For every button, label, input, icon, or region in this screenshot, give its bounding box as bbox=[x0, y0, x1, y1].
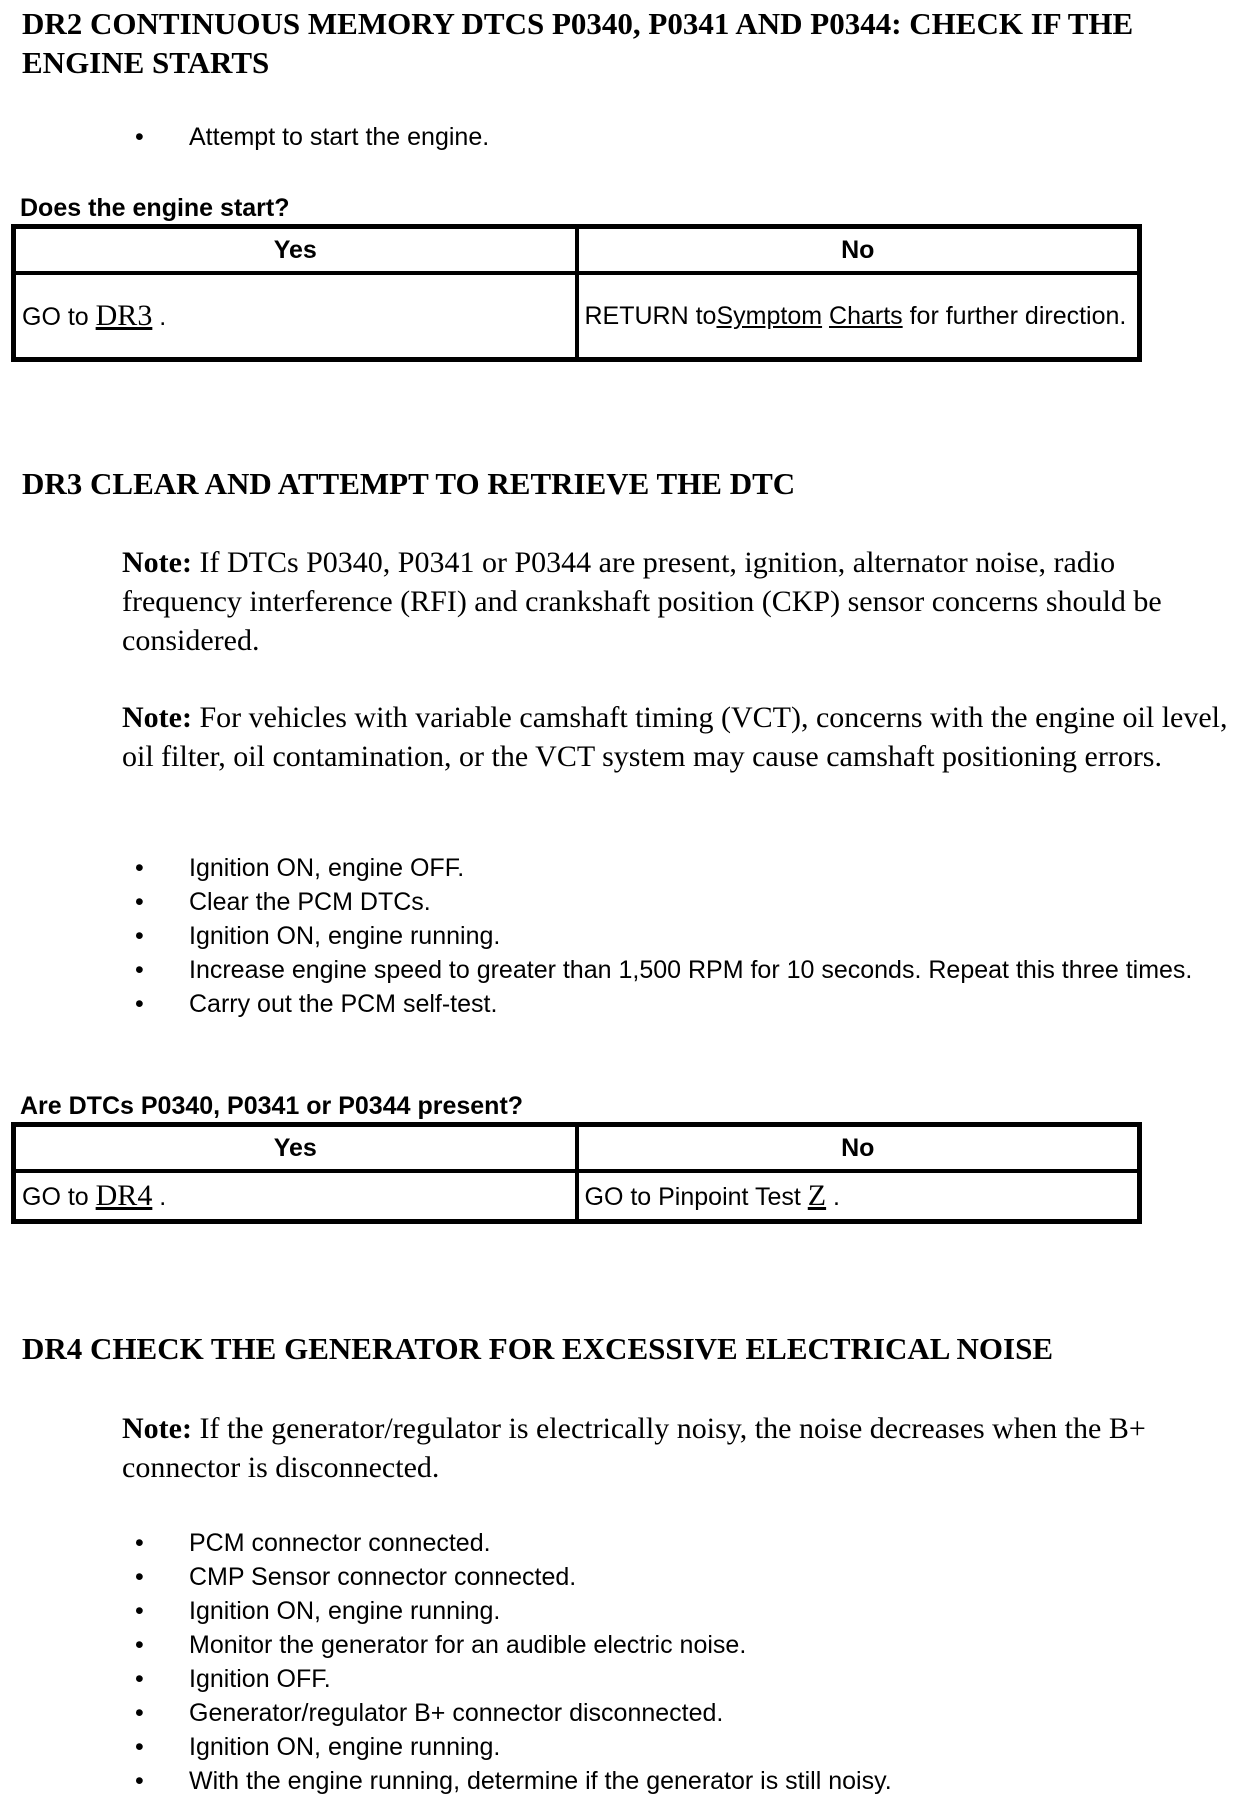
dr4-note bbox=[122, 1409, 1232, 1487]
list-item: • Ignition ON, engine OFF. bbox=[135, 851, 1235, 885]
note-label: Note: bbox=[122, 546, 192, 579]
note-label: Note: bbox=[122, 701, 192, 734]
no-header: No bbox=[577, 1125, 1140, 1171]
note-text: For vehicles with variable camshaft timing (VCT), concerns with the engine oil level, oil filter, oil contamination, or the VCT system may cause camshaft positioning errors. bbox=[122, 701, 1228, 773]
dr4-steps bbox=[135, 1526, 1235, 1798]
dr3-yes-no-table bbox=[11, 1122, 1142, 1224]
yes-cell bbox=[14, 273, 577, 359]
dr2-question: Does the engine start? bbox=[20, 194, 290, 222]
no-suffix: for further direction. bbox=[902, 302, 1127, 330]
note-text: If the generator/regulator is electrically noisy, the noise decreases when the B+ connector is disconnected. bbox=[122, 1412, 1146, 1484]
no-suffix: . bbox=[826, 1183, 841, 1211]
list-item: • PCM connector connected. bbox=[135, 1526, 1235, 1560]
dr3-link[interactable]: DR3 bbox=[95, 299, 153, 332]
yes-header: Yes bbox=[14, 1125, 577, 1171]
dr2-yes-no-table bbox=[11, 224, 1142, 362]
dr3-note-1 bbox=[122, 543, 1232, 660]
list-item: • Generator/regulator B+ connector disconnected. bbox=[135, 1696, 1235, 1730]
dr3-steps bbox=[135, 851, 1235, 1021]
no-cell bbox=[577, 1171, 1140, 1221]
no-prefix: RETURN to bbox=[584, 302, 717, 330]
dr4-heading: DR4 CHECK THE GENERATOR FOR EXCESSIVE ELECTRICAL NOISE bbox=[22, 1331, 1053, 1366]
list-item: • Ignition ON, engine running. bbox=[135, 1730, 1235, 1764]
yes-header: Yes bbox=[14, 227, 577, 273]
charts-link[interactable]: Charts bbox=[829, 302, 903, 330]
list-item: • Carry out the PCM self-test. bbox=[135, 987, 1235, 1021]
dr2-heading: DR2 CONTINUOUS MEMORY DTCS P0340, P0341 AND P0344: CHECK IF THE ENGINE STARTS bbox=[22, 6, 1134, 80]
yes-prefix: GO to bbox=[22, 1183, 96, 1211]
symptom-link[interactable]: Symptom bbox=[716, 302, 823, 330]
list-item: • Clear the PCM DTCs. bbox=[135, 885, 1235, 919]
list-item: • Monitor the generator for an audible electric noise. bbox=[135, 1628, 1235, 1662]
dr3-heading: DR3 CLEAR AND ATTEMPT TO RETRIEVE THE DTC bbox=[22, 466, 796, 501]
yes-cell bbox=[14, 1171, 577, 1221]
list-item: • Ignition ON, engine running. bbox=[135, 1594, 1235, 1628]
no-cell bbox=[577, 273, 1140, 359]
yes-suffix: . bbox=[152, 303, 167, 331]
dr3-question: Are DTCs P0340, P0341 or P0344 present? bbox=[20, 1092, 524, 1120]
pinpoint-test-z-link[interactable]: Z bbox=[807, 1179, 827, 1212]
list-item: • Increase engine speed to greater than 1,500 RPM for 10 seconds. Repeat this three times. bbox=[135, 953, 1235, 987]
list-item: • Attempt to start the engine. bbox=[135, 120, 1235, 154]
dr2-steps bbox=[135, 120, 1235, 154]
dr4-link[interactable]: DR4 bbox=[95, 1179, 153, 1212]
note-text: If DTCs P0340, P0341 or P0344 are present, ignition, alternator noise, radio frequency interference (RFI) and crankshaft position (CKP) sensor concerns should be considered. bbox=[122, 546, 1162, 657]
list-item: • With the engine running, determine if the generator is still noisy. bbox=[135, 1764, 1235, 1798]
note-label: Note: bbox=[122, 1412, 192, 1445]
list-item: • CMP Sensor connector connected. bbox=[135, 1560, 1235, 1594]
no-header: No bbox=[577, 227, 1140, 273]
list-item: • Ignition ON, engine running. bbox=[135, 919, 1235, 953]
dr3-note-2 bbox=[122, 698, 1232, 776]
yes-prefix: GO to bbox=[22, 303, 96, 331]
no-prefix: GO to Pinpoint Test bbox=[584, 1183, 808, 1211]
yes-suffix: . bbox=[152, 1183, 167, 1211]
list-item: • Ignition OFF. bbox=[135, 1662, 1235, 1696]
